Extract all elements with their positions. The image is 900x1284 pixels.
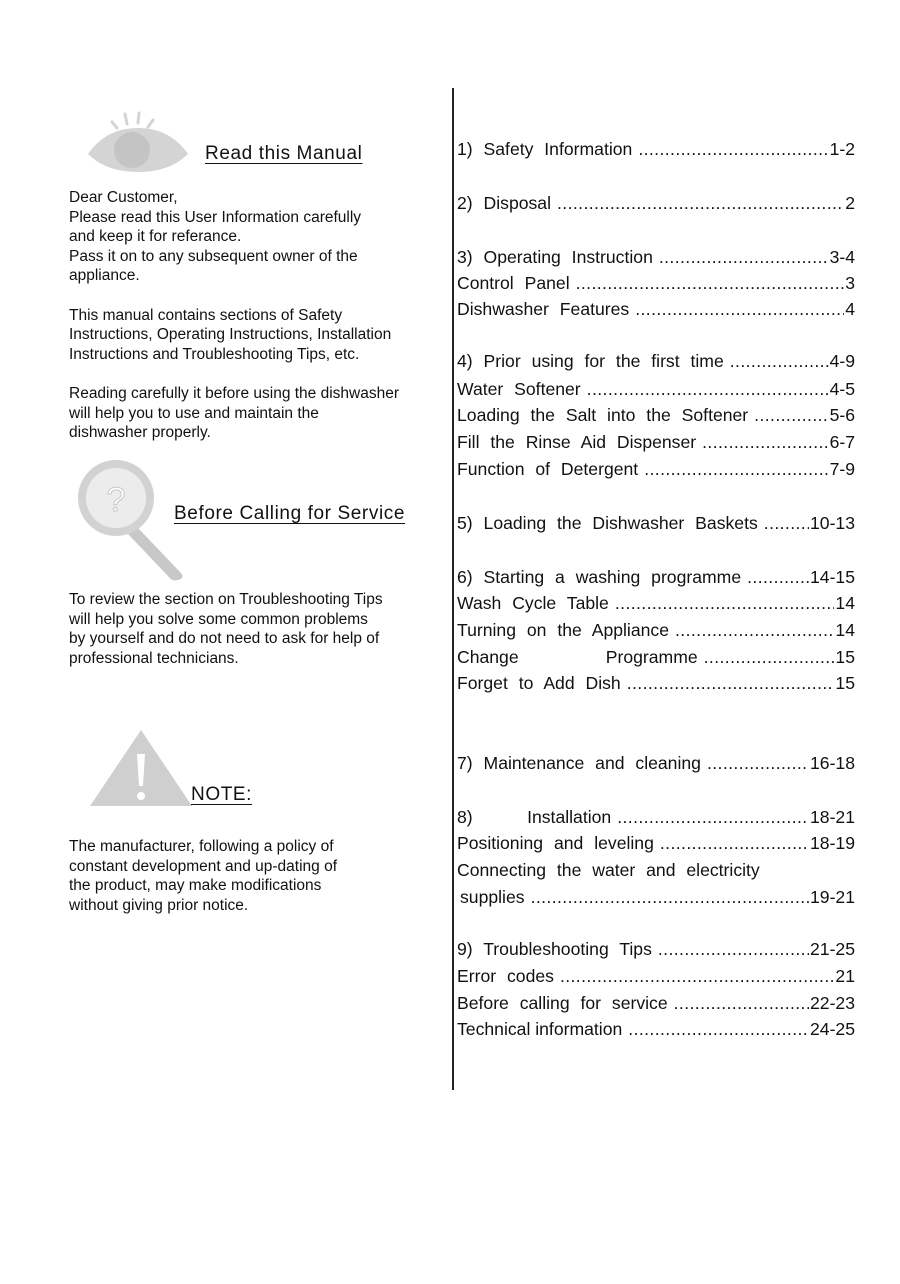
- toc-page: 16-18: [810, 753, 855, 773]
- toc-leader: [658, 938, 809, 960]
- text-line: will help you solve some common problems: [69, 610, 368, 628]
- toc-leader: [730, 350, 829, 372]
- toc-leader: [747, 566, 809, 588]
- blank-line: [69, 364, 441, 384]
- text-line: appliance.: [69, 267, 140, 285]
- toc-leader: [615, 592, 835, 614]
- toc-entry-installation[interactable]: [457, 806, 855, 828]
- toc-page: 3-4: [829, 247, 855, 267]
- toc-entry-dishwasher-features[interactable]: [457, 298, 855, 320]
- toc-label: Function of Detergent: [457, 459, 639, 479]
- toc-label: 2) Disposal: [457, 193, 552, 213]
- toc-label: 6) Starting a washing programme: [457, 567, 742, 587]
- toc-entry-water-softener[interactable]: [457, 378, 855, 400]
- toc-label: Control Panel: [457, 273, 570, 293]
- toc-entry-troubleshooting[interactable]: [457, 938, 855, 960]
- toc-label: Positioning and leveling: [457, 833, 654, 853]
- eye-icon: [86, 108, 190, 174]
- text-line: without giving prior notice.: [69, 896, 249, 914]
- toc-page: 2: [845, 193, 855, 213]
- toc-entry-loading-baskets[interactable]: [457, 512, 855, 534]
- toc-label: Change Programme: [457, 647, 698, 667]
- service-heading: Before Calling for Service: [174, 503, 406, 524]
- toc-leader: [635, 298, 844, 320]
- toc-entry-wash-cycle-table[interactable]: [457, 592, 855, 614]
- toc-leader: [644, 458, 828, 480]
- toc-leader: [531, 886, 809, 908]
- toc-entry-supplies[interactable]: [457, 886, 855, 908]
- toc-page: 14: [835, 593, 855, 613]
- toc-page: 4-5: [829, 379, 855, 399]
- text-line: Instructions and Troubleshooting Tips, etc.: [69, 345, 360, 363]
- service-text: [69, 590, 441, 668]
- toc-entry-rinse-aid[interactable]: [457, 431, 855, 453]
- toc-label: 5) Loading the Dishwasher Baskets: [457, 513, 758, 533]
- toc-page: 3: [845, 273, 855, 293]
- toc-leader: [754, 404, 828, 426]
- toc-entry-technical-information[interactable]: [457, 1018, 855, 1040]
- toc-leader: [707, 752, 809, 774]
- toc-label: 1) Safety Information: [457, 139, 633, 159]
- toc-entry-safety-information[interactable]: [457, 138, 855, 160]
- toc-page: 19-21: [810, 887, 855, 907]
- toc-leader: [674, 992, 809, 1014]
- toc-label: Loading the Salt into the Softener: [457, 405, 749, 425]
- toc-page: 22-23: [810, 993, 855, 1013]
- toc-page: 18-19: [810, 833, 855, 853]
- text-line: Reading carefully it before using the dishwasher: [69, 384, 399, 402]
- toc-page: 24-25: [810, 1019, 855, 1039]
- toc-page: 1-2: [829, 139, 855, 159]
- toc-leader: [660, 832, 809, 854]
- toc-leader: [675, 619, 834, 641]
- text-line: Instructions, Operating Instructions, Installation: [69, 326, 392, 344]
- toc-page: 14: [835, 620, 855, 640]
- toc-entry-disposal[interactable]: [457, 192, 855, 214]
- toc-label: Forget to Add Dish: [457, 673, 621, 693]
- toc-page: 18-21: [810, 807, 855, 827]
- toc-entry-before-calling[interactable]: [457, 992, 855, 1014]
- toc-label: Water Softener: [457, 379, 581, 399]
- toc-entry-starting-programme[interactable]: [457, 566, 855, 588]
- toc-leader: [628, 1018, 809, 1040]
- toc-page: 10-13: [810, 513, 855, 533]
- toc-label: Before calling for service: [457, 993, 668, 1013]
- toc-leader: [627, 672, 835, 694]
- toc-entry-prior-using[interactable]: [457, 350, 855, 372]
- warning-icon: [88, 728, 194, 808]
- toc-label: 9) Troubleshooting Tips: [457, 939, 652, 959]
- toc-entry-error-codes[interactable]: [457, 965, 855, 987]
- text-line: will help you to use and maintain the: [69, 404, 319, 422]
- toc-entry-operating-instruction[interactable]: [457, 246, 855, 268]
- toc-entry-turning-on[interactable]: [457, 619, 855, 641]
- toc-label: Technical information: [457, 1019, 623, 1039]
- text-line: Please read this User Information carefully: [69, 208, 362, 226]
- toc-leader: [560, 965, 834, 987]
- toc-page: 5-6: [829, 405, 855, 425]
- toc-page: 15: [835, 647, 855, 667]
- text-line: Dear Customer,: [69, 189, 178, 206]
- toc-leader: [638, 138, 828, 160]
- toc-entry-change-programme[interactable]: [457, 646, 855, 668]
- text-line: dishwasher properly.: [69, 424, 211, 442]
- toc-page: 7-9: [829, 459, 855, 479]
- toc-entry-forget-dish[interactable]: [457, 672, 855, 694]
- column-divider: [452, 88, 454, 1090]
- toc-page: 15: [835, 673, 855, 693]
- toc-leader: [764, 512, 809, 534]
- text-line: To review the section on Troubleshooting Tips: [69, 591, 383, 608]
- toc-entry-control-panel[interactable]: [457, 272, 855, 294]
- toc-entry-detergent[interactable]: [457, 458, 855, 480]
- toc-label: supplies: [460, 887, 525, 907]
- toc-leader: [704, 646, 835, 668]
- text-line: This manual contains sections of Safety: [69, 306, 343, 324]
- toc-page: 14-15: [810, 567, 855, 587]
- read-manual-text: [69, 188, 441, 443]
- toc-entry-positioning[interactable]: [457, 832, 855, 854]
- toc-label: 3) Operating Instruction: [457, 247, 653, 267]
- toc-entry-connecting[interactable]: [457, 859, 855, 881]
- question-mark-glyph: ?: [106, 481, 126, 519]
- toc-entry-loading-salt[interactable]: [457, 404, 855, 426]
- text-line: Pass it on to any subsequent owner of the: [69, 247, 358, 265]
- toc-label: Wash Cycle Table: [457, 593, 609, 613]
- note-text: [69, 837, 441, 915]
- toc-label: Fill the Rinse Aid Dispenser: [457, 432, 697, 452]
- toc-leader: [617, 806, 809, 828]
- text-line: The manufacturer, following a policy of: [69, 838, 334, 855]
- toc-page: 6-7: [829, 432, 855, 452]
- toc-leader: [576, 272, 845, 294]
- toc-leader: [557, 192, 844, 214]
- toc-leader: [587, 378, 829, 400]
- toc-leader: [702, 431, 828, 453]
- toc-label: 4) Prior using for the first time: [457, 351, 724, 371]
- toc-label: Connecting the water and electricity: [457, 860, 760, 880]
- toc-page: 4: [845, 299, 855, 319]
- toc-label: 7) Maintenance and cleaning: [457, 753, 701, 773]
- toc-page: 4-9: [829, 351, 855, 371]
- text-line: the product, may make modifications: [69, 877, 322, 895]
- toc-label: Dishwasher Features: [457, 299, 630, 319]
- note-heading: NOTE:: [191, 784, 253, 805]
- toc-leader: [659, 246, 829, 268]
- toc-label: 8) Installation: [457, 807, 612, 827]
- read-manual-heading: Read this Manual: [205, 143, 363, 164]
- toc-label: Turning on the Appliance: [457, 620, 669, 640]
- blank-line: [69, 286, 441, 306]
- text-line: professional technicians.: [69, 649, 239, 667]
- text-line: and keep it for referance.: [69, 228, 242, 246]
- toc-entry-maintenance[interactable]: [457, 752, 855, 774]
- toc-label: Error codes: [457, 966, 554, 986]
- text-line: constant development and up-dating of: [69, 857, 337, 875]
- text-line: by yourself and do not need to ask for help of: [69, 630, 380, 648]
- toc-page: 21-25: [810, 939, 855, 959]
- toc-page: 21: [835, 966, 855, 986]
